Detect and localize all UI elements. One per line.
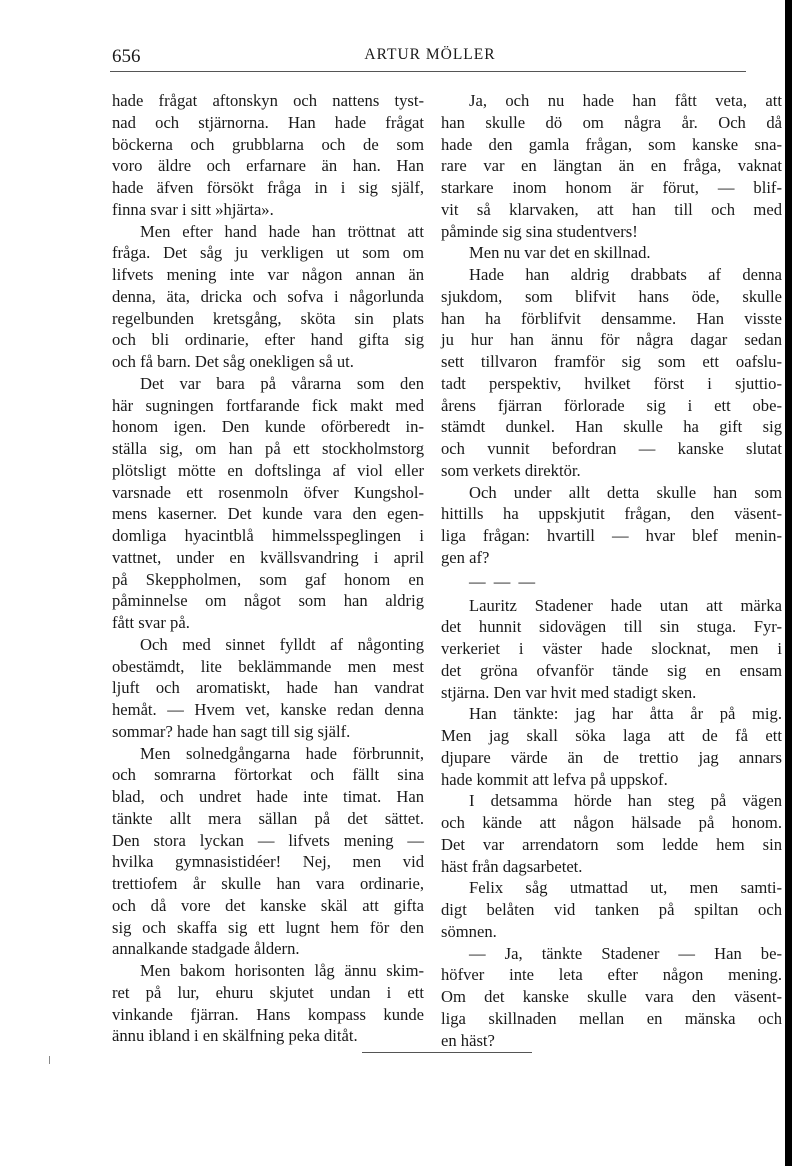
text-line: Det var bara på vårarna som den (140, 373, 424, 393)
text-line: sett tillvaron framför sig som ett oafslu- (441, 352, 782, 371)
text-line: Men bakom horisonten låg ännu skim- (140, 961, 424, 980)
text-line: hvilka gymnasistidéer! Nej, men vid (112, 852, 424, 872)
page-number: 656 (112, 46, 141, 67)
text-line: det gröna ofvanför tände sig en ensam (441, 660, 782, 680)
text-line: digt belåten vid tanken på spiltan och (441, 900, 782, 919)
text-line: Och under allt detta skulle han som (469, 482, 782, 502)
paragraph (441, 877, 782, 942)
text-line: verkeriet i väster hade slocknat, men i (441, 639, 782, 658)
text-line: hittills ha uppskjutit frågan, den väsent- (441, 504, 782, 524)
paragraph (441, 242, 782, 264)
text-line: och bli ordinarie, efter hand gifta sig (112, 330, 424, 350)
text-line: mens kaserner. Det kunde vara den egen- (112, 504, 424, 524)
text-line: Men nu var det en skillnad. (469, 243, 651, 263)
text-line: plötsligt mötte en doftslinga af viol eller (112, 460, 424, 480)
paragraph (112, 90, 424, 221)
text-line: gen af? (441, 547, 490, 567)
text-line: annalkande stadgade åldern. (112, 939, 300, 959)
text-line: som verkets direktör. (441, 460, 581, 480)
text-line: höfver inte leta efter någon mening. (441, 965, 782, 985)
text-line: blad, och undret hade inte timat. Han (112, 787, 424, 806)
text-line: lifvets mening inte var någon annan än (112, 265, 424, 284)
text-line: fått svar på. (112, 613, 190, 632)
text-line: sig och skaffa sig ett lugnt hem för den (112, 917, 424, 937)
text-line: vit så klarvaken, att han till och med (441, 199, 782, 219)
text-line: häst från dagsarbetet. (441, 856, 583, 876)
text-line: regelbunden kretsgång, sköta sin plats (112, 308, 424, 328)
text-line: Lauritz Stadener hade utan att märka (469, 595, 782, 615)
right-column (441, 90, 782, 1051)
text-line: varsnade ett rosenmoln öfver Kungshol- (112, 482, 424, 502)
text-line: och då vore det kanske skäl att gifta (112, 895, 424, 915)
paragraph (112, 960, 424, 1047)
text-line: hade frågat aftonskyn och nattens tyst- (112, 91, 424, 110)
paragraph (441, 703, 782, 790)
section-break: — — — (469, 571, 538, 591)
text-line: hemåt. — Hvem vet, kanske redan denna (112, 700, 424, 719)
text-line: liga skillnaden mellan en mänska och (441, 1008, 782, 1028)
text-line: vattnet, under en kvällsvandring i april (112, 547, 424, 567)
paragraph (441, 482, 782, 569)
text-line: rare var en längtan än en fråga, vaknat (441, 156, 782, 176)
text-line: Det var arrendatorn som ledde hem sin (441, 834, 782, 854)
text-line: Och med sinnet fylldt af någonting (140, 634, 424, 654)
text-line: påminnelse om något som han aldrig (112, 591, 424, 611)
text-line: han skulle dö om några år. Och då (441, 112, 782, 132)
text-line: hade den gamla frågan, som kanske sna- (441, 134, 782, 154)
text-line: ännu ibland i en skälfning peka ditåt. (112, 1026, 358, 1046)
text-line: hade kommit att lefva på uppskof. (441, 769, 668, 789)
text-line: — Ja, tänkte Stadener — Han be- (469, 943, 782, 963)
scan-speck (49, 1056, 50, 1064)
text-line: djupare värde än de trettio jag annars (441, 747, 782, 767)
end-rule (362, 1052, 532, 1053)
text-line: tänkte allt mera sällan på det sättet. (112, 808, 424, 828)
paragraph (441, 90, 782, 242)
text-line: Felix såg utmattad ut, men samti- (469, 878, 782, 898)
paragraph (112, 634, 424, 743)
scan-edge (785, 0, 792, 1166)
text-line: honom igen. Den kunde oförberedt in- (112, 417, 424, 437)
text-line: Om det kanske skulle vara den väsent- (441, 987, 782, 1006)
text-line: ljuft och aromatiskt, hade han vandrat (112, 678, 424, 698)
text-line: nad och stjärnorna. Han hade frågat (112, 112, 424, 132)
text-line: trettiofem år skulle han vara ordinarie, (112, 874, 424, 893)
text-line: här sugningen fortfarande fick makt med (112, 395, 424, 415)
text-line: liga frågan: hvartill — hvar blef menin- (441, 526, 782, 545)
text-line: ret på lur, ehuru skjutet undan i ett (112, 982, 424, 1002)
text-line: Men efter hand hade han tröttnat att (140, 221, 424, 241)
text-line: och somrarna förtorkat och fällt sina (112, 765, 424, 785)
paragraph (441, 264, 782, 482)
text-line: årens fjärran förlorade sig i ett obe- (441, 395, 782, 415)
text-line: Men jag skall söka laga att de få ett (441, 726, 782, 745)
text-line: tadt perspektiv, hvilket först i sjuttio- (441, 373, 782, 393)
text-line: sömnen. (441, 921, 497, 941)
text-line: fråga. Det såg ju verkligen ut som om (112, 243, 424, 263)
paragraph (112, 221, 424, 373)
text-line: ju hur han ännu för några dagar sedan (441, 330, 782, 350)
text-line: sommar? hade han sagt till sig själf. (112, 721, 351, 741)
text-line: stjärna. Den var hvit med stadigt sken. (441, 682, 697, 702)
text-line: påminde sig sina studentvers! (441, 221, 638, 241)
running-title: ARTUR MÖLLER (364, 46, 496, 63)
text-line: sjukdom, som blifvit hans öde, skulle (441, 286, 782, 306)
left-column (112, 90, 424, 1047)
text-line: I detsamma hörde han steg på vägen (469, 791, 782, 811)
text-line: det hunnit sidovägen till sin stuga. Fyr- (441, 617, 782, 637)
paragraph (112, 743, 424, 961)
paragraph (441, 943, 782, 1052)
text-line: vinkande fjärran. Hans kompass kunde (112, 1004, 424, 1024)
text-line: böckerna och grubblarna och de som (112, 134, 424, 154)
text-line: på Skeppholmen, som gaf honom en (112, 569, 424, 589)
header-rule (110, 71, 746, 72)
paragraph (112, 373, 424, 634)
text-line: voro äldre och erfarnare än han. Han (112, 156, 424, 176)
paragraph (441, 595, 782, 704)
text-line: Ja, och nu hade han fått veta, att (469, 91, 782, 110)
text-line: Men solnedgångarna hade förbrunnit, (140, 743, 424, 763)
text-line: ställa sig, om han på ett stockholmstorg (112, 439, 424, 458)
text-line: och få barn. Det såg onekligen så ut. (112, 352, 354, 371)
text-line: och vunnit befordran — kanske slutat (441, 439, 782, 458)
text-line: Hade han aldrig drabbats af denna (469, 265, 782, 284)
text-line: domliga hyacintblå himmelsspeglingen i (112, 526, 424, 545)
paragraph (441, 790, 782, 877)
text-line: hade äfven försökt fråga in i sig själf, (112, 178, 424, 197)
text-line: starkare inom honom är förut, — blif- (441, 178, 782, 197)
text-line: finna svar i sitt »hjärta». (112, 199, 274, 219)
text-line: stämdt dunkel. Han skulle ha gift sig (441, 417, 782, 437)
text-line: denna, äta, dricka och sofva i någorlunda (112, 286, 424, 306)
text-line: han ha förblifvit densamme. Han visste (441, 308, 782, 328)
text-line: Han tänkte: jag har åtta år på mig. (469, 704, 782, 724)
text-line: och kände att någon hälsade på honom. (441, 813, 782, 832)
text-line: obestämdt, lite beklämmande men mest (112, 656, 424, 676)
text-line: Den stora lyckan — lifvets mening — (112, 830, 424, 850)
text-line: en häst? (441, 1030, 495, 1050)
